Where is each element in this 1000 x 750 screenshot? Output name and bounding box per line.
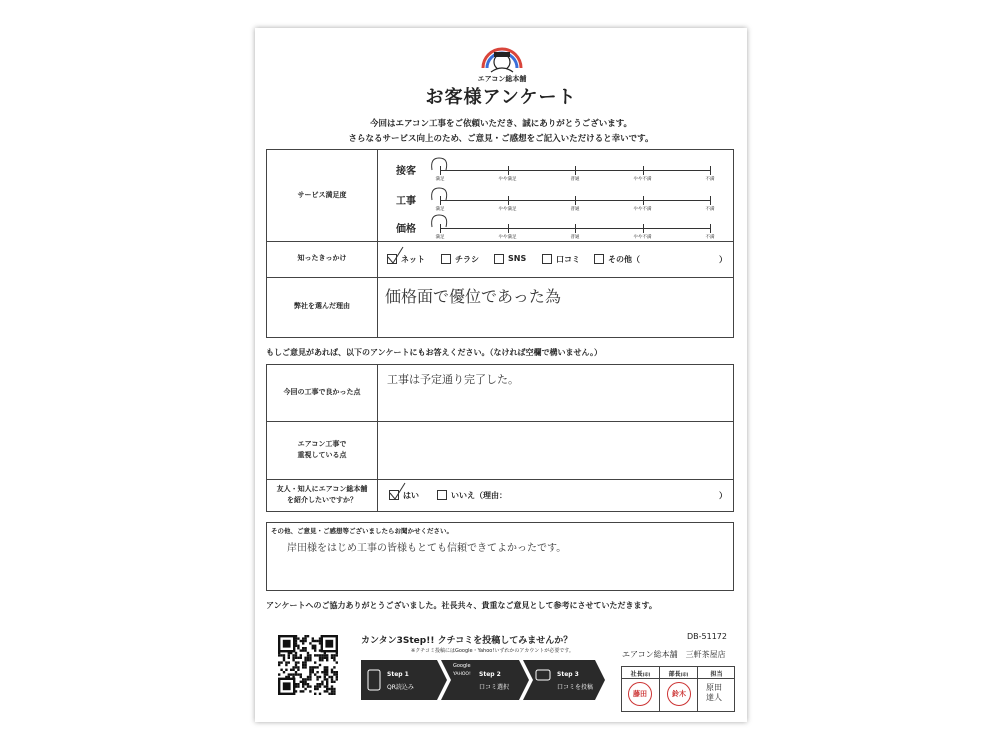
option-net: ネット [401, 255, 425, 264]
reason-answer: 価格面で優位であった為 [385, 287, 561, 306]
scale-tick[interactable] [643, 166, 644, 175]
qr-code[interactable] [278, 635, 338, 695]
checkbox-other[interactable] [594, 254, 604, 264]
stamp-president: 藤田 [628, 682, 652, 706]
scale-label: 普通 [570, 177, 580, 182]
store-name: エアコン総本舗 三軒茶屋店 [622, 650, 726, 659]
scale-tick[interactable] [643, 196, 644, 205]
referral-label-line1: 友人・知人にエアコン総本舗 [276, 484, 368, 493]
role-staff: 担当 [710, 671, 723, 678]
footer-cta: カンタン3Step!! クチコミを投稿してみませんか？ [361, 636, 573, 646]
important-label-line1: エアコン工事で [297, 439, 347, 448]
satisfaction-label: サービス満足度 [297, 190, 347, 199]
scale-label: やや満足 [498, 207, 517, 212]
good-points-answer: 工事は予定通り完了した。 [387, 373, 519, 386]
scale-tick[interactable] [575, 196, 576, 205]
step1-text: QR読込み [387, 684, 414, 691]
category-service: 接客 [396, 166, 416, 177]
option-other-close: ） [719, 255, 727, 264]
step1-num: Step 1 [387, 671, 409, 678]
scale-label: 不満 [705, 207, 715, 212]
survey-sheet [255, 28, 747, 722]
company-logo [477, 38, 527, 82]
thanks-text: アンケートへのご協力ありがとうございました。社長共々、貴重なご意見として参考にさせていただきます。 [266, 601, 657, 610]
stamp-manager: 鈴木 [667, 682, 691, 706]
option-review: 口コミ [556, 255, 580, 264]
scale-tick[interactable] [710, 166, 711, 175]
scale-label: やや不満 [633, 235, 652, 240]
scale-tick[interactable] [575, 224, 576, 233]
referral-label [267, 479, 377, 511]
reason-label: 弊社を選んだ理由 [294, 302, 350, 311]
step2-brand-yahoo: YAHOO! [453, 672, 471, 677]
checkbox-review[interactable] [542, 254, 552, 264]
logo-mascot-icon [477, 38, 527, 78]
qr-code-icon [278, 635, 338, 695]
scale-label: 満足 [435, 207, 445, 212]
other-answer: 岸田様をはじめ工事の皆様もとても信頼できてよかったです。 [287, 543, 567, 554]
staff-name: 原田 達人 [706, 683, 722, 702]
scale-tick[interactable] [710, 224, 711, 233]
scale-label: 普通 [570, 207, 580, 212]
other-label: その他、ご意見・ご感想等ございましたらお聞かせください。 [271, 527, 453, 535]
step-arrows [361, 660, 605, 700]
chat-bubble-icon [535, 669, 551, 683]
scale-tick[interactable] [508, 224, 509, 233]
step2-brand-google: Google [453, 663, 471, 669]
scale-tick[interactable] [508, 196, 509, 205]
step2-num: Step 2 [479, 671, 501, 678]
phone-icon [367, 669, 381, 691]
optional-intro: もしご意見があれば、以下のアンケートにもお答えください。（なければ空欄で構いません。） [266, 348, 602, 357]
scale-label: 満足 [435, 177, 445, 182]
scale-label: 満足 [435, 235, 445, 240]
important-label-line2: 重視している点 [297, 451, 347, 459]
option-no-close: ） [719, 491, 727, 500]
step2-text: 口コミ選択 [479, 684, 510, 691]
scale-label: やや不満 [633, 177, 652, 182]
option-yes: はい [403, 491, 419, 500]
intro-line-2: さらなるサービス向上のため、ご意見・ご感想をご記入いただけると幸いです。 [348, 134, 654, 144]
checkbox-sns[interactable] [494, 254, 504, 264]
scale-tick[interactable] [508, 166, 509, 175]
scale-label: 普通 [570, 235, 580, 240]
category-price: 価格 [396, 224, 416, 235]
checkbox-no[interactable] [437, 490, 447, 500]
good-points-label: 今回の工事で良かった点 [283, 388, 361, 397]
satisfaction-marks [427, 154, 455, 238]
scale-label: 不満 [705, 235, 715, 240]
role-president: 社長(印) [630, 671, 651, 678]
footer-note: ※クチコミ投稿にはGoogle・Yahoo!いずれかのアカウントが必要です。 [411, 648, 574, 654]
role-manager: 部長(印) [668, 671, 689, 678]
referral-label-line2: を紹介したいですか？ [287, 496, 357, 504]
logo-text: エアコン総本舗 [477, 75, 527, 83]
review-steps [361, 660, 605, 700]
approval-stamps [621, 666, 735, 712]
scale-label: やや不満 [633, 207, 652, 212]
scale-tick[interactable] [710, 196, 711, 205]
option-flyer: チラシ [455, 255, 479, 264]
page-title: お客様アンケート [425, 87, 577, 108]
step3-num: Step 3 [557, 671, 579, 678]
category-work: 工事 [396, 196, 416, 207]
survey-table-1 [266, 149, 734, 338]
checkbox-flyer[interactable] [441, 254, 451, 264]
intro-line-1: 今回はエアコン工事をご依頼いただき、誠にありがとうございます。 [369, 119, 633, 129]
source-label: 知ったきっかけ [297, 254, 347, 263]
survey-table-2 [266, 364, 734, 512]
document-id: DB-51172 [687, 632, 727, 641]
option-sns: SNS [508, 254, 527, 263]
scale-tick[interactable] [575, 166, 576, 175]
scale-label: やや満足 [498, 235, 517, 240]
option-no: いいえ（理由： [451, 491, 507, 500]
scale-label: やや満足 [498, 177, 517, 182]
option-other: その他（ [608, 255, 640, 264]
scale-label: 不満 [705, 177, 715, 182]
other-comments-box [266, 522, 734, 591]
step3-text: 口コミを投稿 [557, 684, 594, 691]
important-label [267, 421, 377, 479]
scale-tick[interactable] [643, 224, 644, 233]
